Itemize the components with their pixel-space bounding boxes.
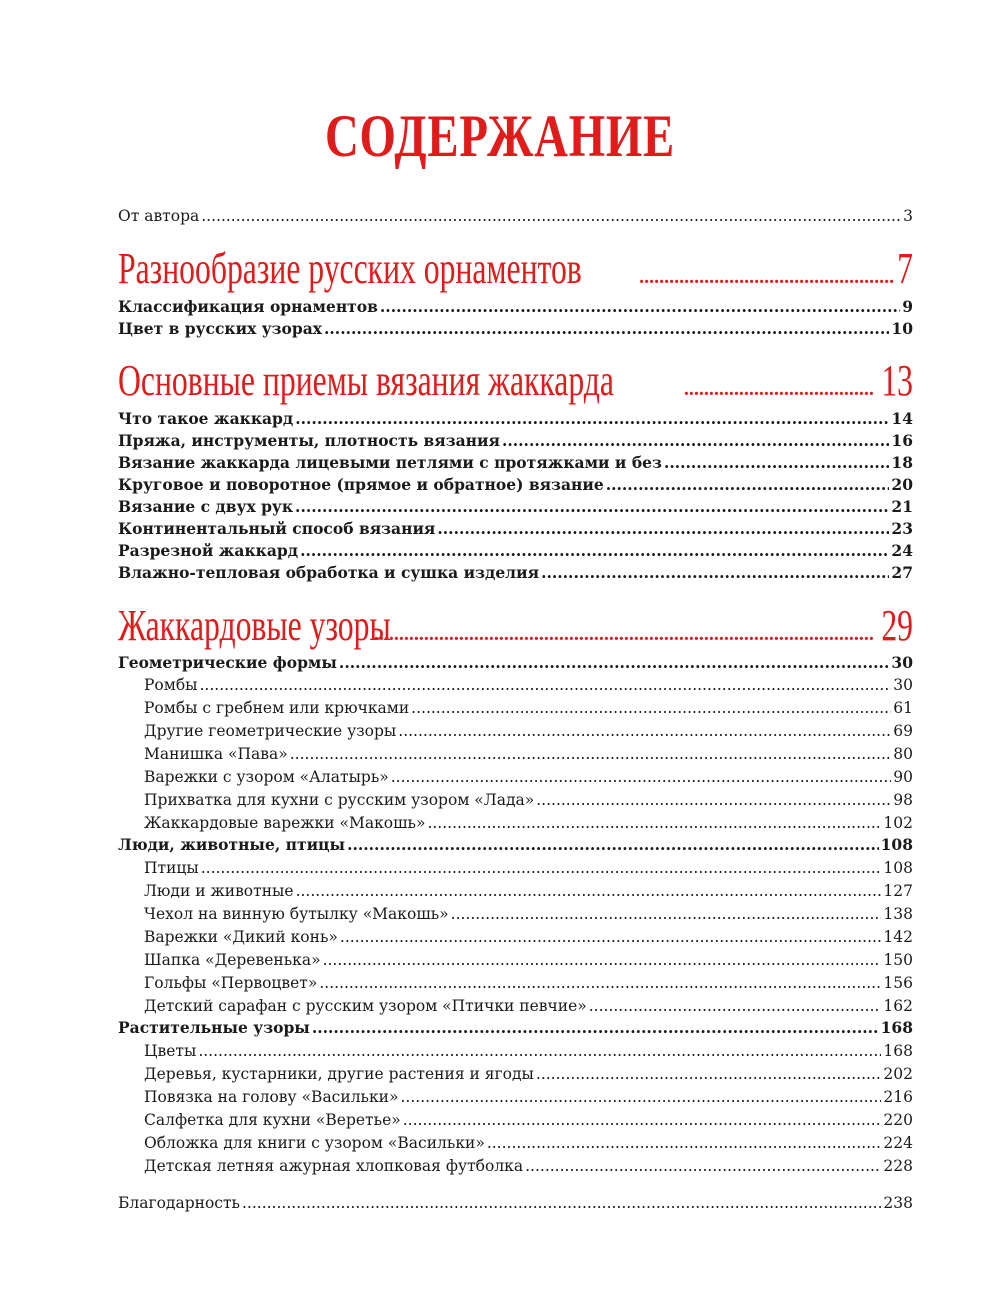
toc-subsection[interactable] [118,452,913,474]
entry-title: Вязание жаккарда лицевыми петлями с протяжками и без [118,453,662,472]
entry-page: 224 [883,1134,913,1152]
entry-title: Манишка «Пава» [144,745,288,763]
entry-title: Цвет в русских узорах [118,319,323,338]
toc-item[interactable] [118,1132,913,1154]
dot-leader [536,789,891,811]
dot-leader [451,903,882,925]
entry-title: Шапка «Деревенька» [144,951,321,969]
dot-leader [589,995,882,1017]
entry-page: 21 [891,497,913,516]
entry-title: Благодарность [118,1194,240,1212]
dot-leader [487,1132,882,1154]
toc-section-heading[interactable] [118,603,913,649]
entry-page: 202 [883,1065,913,1083]
dot-leader [300,540,889,562]
dot-leader [639,266,895,289]
entry-page: 142 [883,928,913,946]
section-page: 7 [897,244,913,293]
dot-leader [536,1063,882,1085]
entry-title: Классификация орнаментов [118,297,378,316]
dot-leader [525,1155,881,1177]
toc-item[interactable] [118,926,913,948]
toc-item[interactable] [118,949,913,971]
toc-subsection[interactable] [118,834,913,856]
dot-leader [323,949,882,971]
dot-leader [339,652,890,674]
entry-title: Что такое жаккард [118,409,294,428]
toc-item[interactable] [118,857,913,879]
toc-item[interactable] [118,995,913,1017]
dot-leader [200,674,892,696]
entry-page: 23 [891,519,913,538]
entry-page: 168 [883,1042,913,1060]
toc-item[interactable] [118,789,913,811]
entry-title: Пряжа, инструменты, плотность вязания [118,431,500,450]
toc-item[interactable] [118,1040,913,1062]
toc-section-heading[interactable] [118,358,913,404]
toc-item[interactable] [118,720,913,742]
entry-title: Влажно-тепловая обработка и сушка изделия [118,563,540,582]
toc-item[interactable] [118,697,913,719]
entry-title: Ромбы с гребнем или крючками [144,699,410,717]
entry-page: 3 [903,207,913,225]
dot-leader [403,1109,882,1131]
section-title: Разнообразие русских орнаментов [118,244,582,293]
entry-title: Прихватка для кухни с русским узором «Лада» [144,791,535,809]
entry-title: Другие геометрические узоры [144,722,397,740]
toc-subsection[interactable] [118,408,913,430]
section-title: Основные приемы вязания жаккарда [118,356,614,405]
dot-leader [295,496,889,518]
toc-entry-acknowledgements[interactable] [118,1192,913,1214]
entry-page: 10 [891,319,913,338]
dot-leader [312,1017,879,1039]
dot-leader [290,743,892,765]
entry-title: Люди и животные [144,882,294,900]
dot-leader [319,972,881,994]
entry-title: Разрезной жаккард [118,541,299,560]
dot-leader [374,623,873,646]
dot-leader [398,720,891,742]
entry-page: 14 [891,409,913,428]
toc-item[interactable] [118,880,913,902]
toc-subsection[interactable] [118,474,913,496]
entry-title: Континентальный способ вязания [118,519,436,538]
toc-item[interactable] [118,766,913,788]
entry-page: 228 [883,1157,913,1175]
toc-subsection[interactable] [118,430,913,452]
entry-page: 108 [883,859,913,877]
toc-subsection[interactable] [118,496,913,518]
toc-subsection[interactable] [118,1017,913,1039]
entry-page: 220 [883,1111,913,1129]
entry-title: Обложка для книги с узором «Васильки» [144,1134,485,1152]
toc-subsection[interactable] [118,296,913,318]
entry-title: Повязка на голову «Васильки» [144,1088,399,1106]
dot-leader [201,857,882,879]
entry-title: Варежки с узором «Алатырь» [144,768,389,786]
section-page: 13 [881,356,913,405]
entry-page: 156 [883,974,913,992]
entry-page: 138 [883,905,913,923]
entry-title: Люди, животные, птицы [118,835,346,854]
toc-item[interactable] [118,1155,913,1177]
dot-leader [380,296,900,318]
entry-title: Геометрические формы [118,653,337,672]
dot-leader [242,1192,881,1214]
entry-page: 30 [893,676,913,694]
dot-leader [201,205,901,227]
toc-subsection[interactable] [118,518,913,540]
dot-leader [437,518,889,540]
dot-leader [347,834,879,856]
dot-leader [606,474,890,496]
entry-page: 108 [880,835,913,854]
entry-page: 90 [893,768,913,786]
dot-leader [502,430,889,452]
entry-title: Вязание с двух рук [118,497,294,516]
entry-title: Детский сарафан с русским узором «Птички певчие» [144,997,587,1015]
entry-page: 16 [891,431,913,450]
toc-section-heading[interactable] [118,246,913,292]
entry-title: Чехол на винную бутылку «Макошь» [144,905,449,923]
entry-page: 238 [883,1194,913,1212]
entry-title: Птицы [144,859,199,877]
entry-title: Растительные узоры [118,1018,310,1037]
entry-page: 168 [880,1018,913,1037]
entry-title: Салфетка для кухни «Веретье» [144,1111,401,1129]
toc-item[interactable] [118,743,913,765]
entry-title: Круговое и поворотное (прямое и обратное) вязание [118,475,604,494]
entry-page: 216 [883,1088,913,1106]
page-title: СОДЕРЖАНИЕ [324,103,676,169]
entry-page: 20 [891,475,913,494]
toc-subsection[interactable] [118,318,913,340]
dot-leader [541,562,889,584]
toc-subsection[interactable] [118,652,913,674]
entry-page: 98 [893,791,913,809]
dot-leader [324,318,889,340]
dot-leader [391,766,892,788]
entry-page: 61 [893,699,913,717]
section-title: Жаккардовые узоры [118,601,391,650]
dot-leader [296,880,882,902]
dot-leader [664,452,890,474]
entry-page: 18 [891,453,913,472]
entry-title: Деревья, кустарники, другие растения и ягоды [144,1065,534,1083]
toc-item[interactable] [118,1086,913,1108]
toc-item[interactable] [118,1109,913,1131]
entry-page: 24 [891,541,913,560]
toc-subsection[interactable] [118,562,913,584]
dot-leader [400,1086,881,1108]
entry-page: 69 [893,722,913,740]
entry-page: 9 [902,297,913,316]
toc-item[interactable] [118,812,913,834]
entry-title: Детская летняя ажурная хлопковая футболка [144,1157,524,1175]
entry-title: От автора [118,207,200,225]
dot-leader [427,812,881,834]
dot-leader [198,1040,881,1062]
entry-page: 30 [891,653,913,672]
entry-page: 27 [891,563,913,582]
entry-page: 127 [883,882,913,900]
toc-subsection[interactable] [118,540,913,562]
entry-page: 80 [893,745,913,763]
entry-title: Жаккардовые варежки «Макошь» [144,814,426,832]
toc-item[interactable] [118,972,913,994]
toc-entry-intro[interactable] [118,205,913,227]
entry-title: Варежки «Дикий конь» [144,928,338,946]
dot-leader [684,378,873,401]
dot-leader [340,926,882,948]
toc-item[interactable] [118,1063,913,1085]
entry-page: 162 [883,997,913,1015]
dot-leader [295,408,889,430]
toc-item[interactable] [118,903,913,925]
toc-item[interactable] [118,674,913,696]
entry-page: 102 [883,814,913,832]
entry-title: Ромбы [144,676,198,694]
section-page: 29 [881,601,913,650]
entry-page: 150 [883,951,913,969]
dot-leader [411,697,891,719]
entry-title: Цветы [144,1042,197,1060]
entry-title: Гольфы «Первоцвет» [144,974,318,992]
